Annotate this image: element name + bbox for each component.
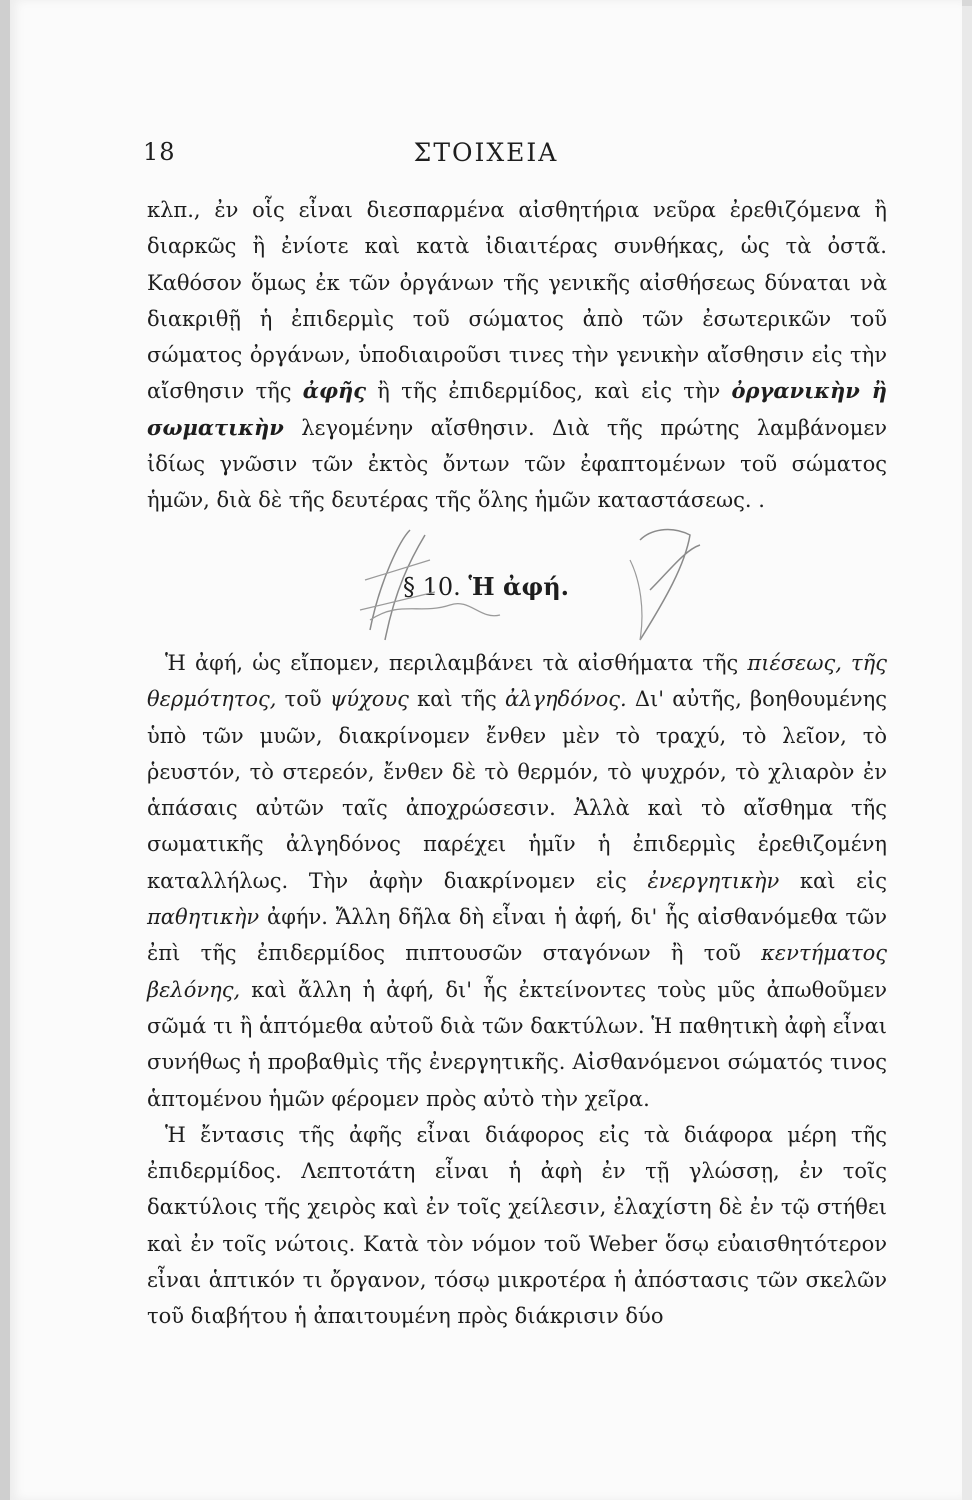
text-run: καὶ ἄλλη ἡ ἀφή, δι' ἧς ἐκτείνοντες τοὺς μῦς ἀπωθοῦμεν σῶμά τι ἢ ἁπτόμεθα αὐτοῦ διὰ τῶν δακτύλων. Ἡ παθητικὴ ἀφὴ εἶναι συνήθως ἡ προβαθμὶς τῆς ἐνεργητικῆς. Αἰσθανόμενοι σώματός τινος ἁπτομένου ἡμῶν φέρομεν πρὸς αὐτὸ τὴν χεῖρα.	[147, 977, 887, 1111]
text-run: καὶ τῆς	[408, 687, 505, 712]
text-run: Ἡ ἔντασις τῆς ἀφῆς εἶναι διάφορος εἰς τὰ διάφορα μέρη τῆς ἐπιδερμίδος. Λεπτοτάτη εἶναι ἡ ἀφὴ ἐν τῇ γλώσσῃ, ἐν τοῖς δακτύλοις τῆς χειρὸς καὶ ἐν τοῖς χείλεσιν, ἐλαχίστη δὲ ἐν τῷ στήθει καὶ ἐν τοῖς νώτοις. Κατὰ τὸν νόμον τοῦ Weber ὅσῳ εὐαισθητότερον εἶναι ἁπτικόν τι ὄργανον, τόσῳ μικροτέρα ἡ ἀπόστασις τῶν σκελῶν τοῦ διαβήτου ἡ ἀπαιτουμένη πρὸς διάκρισιν δύο	[147, 1122, 887, 1329]
text-run: Ἡ ἀφή, ὡς εἴπομεν, περιλαμβάνει τὰ αἰσθήματα τῆς	[165, 651, 748, 675]
paragraph-continuation	[147, 192, 887, 519]
running-title: ΣΤΟΙΧΕΙΑ	[413, 138, 559, 167]
text-run: Δι' αὐτῆς, βοηθουμένης ὑπὸ τῶν μυῶν, διακρίνομεν ἔνθεν μὲν τὸ τραχύ, τὸ λεῖον, τὸ ῥευστόν, τὸ στερεόν, ἔνθεν δὲ τὸ θερμόν, τὸ ψυχρόν, τὸ χλιαρὸν ἐν ἁπάσαις αὐτῶν ταῖς ἀποχρώσεσιν. Ἀλλὰ καὶ τὸ αἴσθημα τῆς σωματικῆς ἀλγηδόνος παρέχει ἡμῖν ἡ ἐπιδερμὶς ἐρεθιζομένη καταλλήλως. Τὴν ἀφὴν διακρίνομεν εἰς	[147, 687, 887, 893]
text-run: παθητικὴν	[147, 905, 260, 930]
scan-left-edge	[0, 0, 10, 1500]
page-number: 18	[143, 138, 176, 166]
text-run: ἀφῆς	[302, 378, 367, 404]
text-run: καὶ εἰς	[779, 868, 887, 893]
paragraph-1	[147, 192, 887, 519]
text-run: ἐνεργητικὴν	[647, 868, 780, 893]
page-header	[10, 138, 962, 178]
section-heading	[10, 572, 962, 602]
book-page	[10, 0, 962, 1500]
text-run: τοῦ	[276, 687, 330, 712]
text-run: ὀργανικὴν ἢ σωματικὴν	[147, 378, 888, 440]
text-run: ἀλγηδόνος.	[504, 687, 627, 712]
text-run: κεντήματος βελόνης,	[147, 941, 887, 1002]
text-run: κλπ., ἐν οἷς εἶναι διεσπαρμένα αἰσθητήρια νεῦρα ἐρεθιζόμενα ἢ διαρκῶς ἢ ἐνίοτε καὶ κατὰ ἰδιαιτέρας συνθήκας, ὡς τὰ ὀστᾶ. Καθόσον ὅμως ἐκ τῶν ὀργάνων τῆς γενικῆς αἰσθήσεως δύναται νὰ διακριθῇ ἡ ἐπιδερμὶς τοῦ σώματος ἀπὸ τῶν ἐσωτερικῶν τοῦ σώματος ὀργάνων, ὑποδιαιροῦσι τινες τὴν γενικὴν αἴσθησιν εἰς τὴν αἴσθησιν τῆς	[147, 198, 887, 404]
text-run: ἀφήν. Ἄλλη δῆλα δὴ εἶναι ἡ ἀφή, δι' ἧς αἰσθανόμεθα τῶν ἐπὶ τῆς ἐπιδερμίδος πιπτουσῶν σταγόνων ἢ τοῦ	[147, 905, 887, 966]
body-text	[147, 645, 887, 1335]
section-number: § 10.	[402, 573, 461, 601]
paragraph-2	[147, 645, 887, 1117]
text-run: ψύχους	[329, 687, 409, 712]
paragraph-3	[147, 1117, 887, 1335]
text-run: πιέσεως, τῆς θερμότητος,	[147, 651, 887, 712]
section-title: Ἡ ἀφή.	[468, 572, 570, 601]
text-run: λεγομένην αἴσθησιν. Διὰ τῆς πρώτης λαμβάνομεν ἰδίως γνῶσιν τῶν ἐκτὸς ὄντων τῶν ἐφαπτομένων τοῦ σώματος ἡμῶν, διὰ δὲ τῆς δευτέρας τῆς ὅλης ἡμῶν καταστάσεως. .	[147, 415, 887, 513]
text-run: ἢ τῆς ἐπιδερμίδος, καὶ εἰς τὴν	[366, 379, 732, 404]
